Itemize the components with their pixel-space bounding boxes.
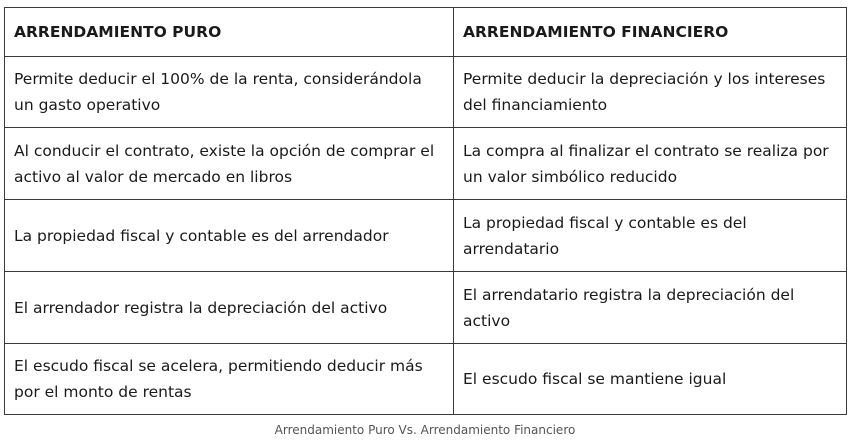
cell-puro: Al conducir el contrato, existe la opción de comprar el activo al valor de mercado en libros — [5, 128, 454, 200]
cell-financiero: La propiedad fiscal y contable es del arrendatario — [454, 200, 847, 272]
header-arrendamiento-financiero: ARRENDAMIENTO FINANCIERO — [454, 8, 847, 57]
comparison-table — [4, 7, 847, 415]
table-row — [5, 344, 847, 415]
cell-financiero: Permite deducir la depreciación y los intereses del financiamiento — [454, 57, 847, 128]
header-arrendamiento-puro: ARRENDAMIENTO PURO — [5, 8, 454, 57]
cell-financiero: El arrendatario registra la depreciación del activo — [454, 272, 847, 344]
table-header-row — [5, 8, 847, 57]
cell-financiero: La compra al finalizar el contrato se realiza por un valor simbólico reducido — [454, 128, 847, 200]
cell-puro: Permite deducir el 100% de la renta, considerándola un gasto operativo — [5, 57, 454, 128]
cell-puro: El escudo fiscal se acelera, permitiendo deducir más por el monto de rentas — [5, 344, 454, 415]
cell-puro: El arrendador registra la depreciación del activo — [5, 272, 454, 344]
table-row — [5, 128, 847, 200]
table-caption: Arrendamiento Puro Vs. Arrendamiento Financiero — [274, 423, 576, 437]
table-row — [5, 57, 847, 128]
cell-financiero: El escudo fiscal se mantiene igual — [454, 344, 847, 415]
cell-puro: La propiedad fiscal y contable es del arrendador — [5, 200, 454, 272]
table-row — [5, 272, 847, 344]
table-row — [5, 200, 847, 272]
